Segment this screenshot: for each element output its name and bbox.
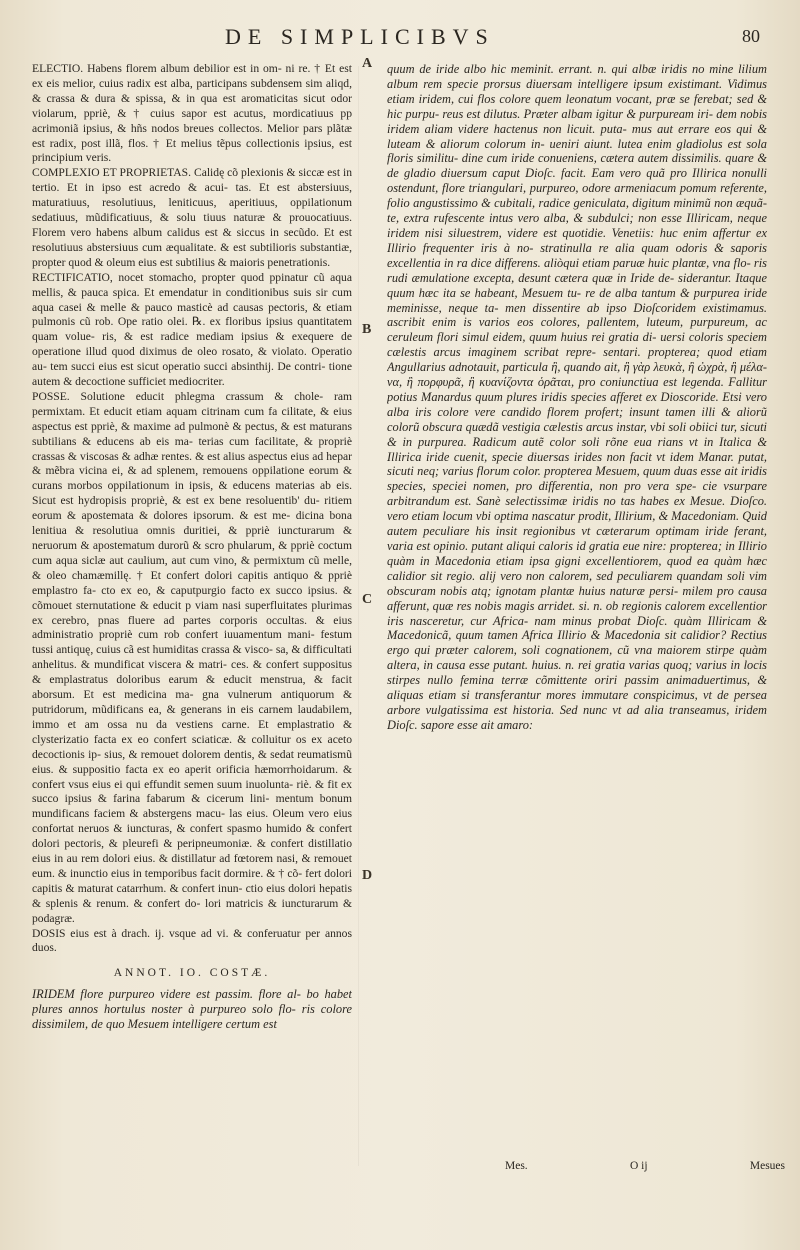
signature-mark: O ij	[629, 1160, 648, 1172]
section-posse: POSSE. Solutione educit phlegma crassum & chole- ram permixtam. Et educit etiam aquam citrinam cum fa cilitate, & eius aspectus est ppriè, & maxime ad pulmonè & pectus, & est maturans subtilians & educens ab eis ma- terias cum facilitate, & propriè crassas & viscosas & adhæ rentes. & est alius aspectus eius ad hepar & mẽbra vicina ei, & ad splenem, remouens oppilatione eorum & curans morbos oppilationum in ipsis, & educens materias ab eis. Sicut est hydropisis propriè, & est ex bene resoluentib' du- ritiem eorum & apostemata & dolores ipsorum. & est me- dicina bona lenitiua & resolutiua omnis duritiei, & ppriè iuncturarum & neruorum & apostematum durorũ & scro phularum, & ppriè coctum cum aqua siclæ aut caulium, aut cum vino, & permixtum cũ melle, & oleo chamæmillę. † Et confert dolori capitis antiquo & ppriè emplastro fa- cto ex eo, & caputpurgio facto ex succo ipsius. & cõmouet sternutatione & educit p viam nasi superfluitates plurimas ex cerebro, pnas fluere ad partes corporis occultas. & eius administratio propriè cum rob confert iuuamentum mani- festum tussi antiquę, cuius cã est humiditas crassa & visco- sa, & difficultati anhelitus. & mundificat viscera & matri- ces. & confert suppositus & emplastratus doloribus earum & educit menstrua, & facit aborsum. Et est medicina ma- gna vulnerum antiquorum & putridorum, mũdificans ea, & generans in eis carnem laudabilem, immo et am ossa nu da vestiens carne. Et emplastratio & clysterizatio facta ex eo confert sciaticæ. & colluitur os ex aceto decoctionis ip- sius, & remouet dolorem dentis, & sedat reumatismũ eius. & suppositio facta ex eo aperit orificia hæmorrhoidarum. & confert vsus eius ei qui effundit semen suum inuoluntа- riè. & fit ex succo ipsius & farina fabarum & cicerum lini- mentum bonum mundificans faciem & abstergens macu- las eius. Oleum vero eius confortat neruos & iuncturas, & confert spasmo humido & confert dolori pectoris, & pleurefi & peripneumoniæ. & confert distillatio eius in au rem dolori eius. & distillatur ad fœtorem nasi, & remouet eum. & inunctio eius in temporibus facit dormire. & † cõ- fert dolori capitis & maturat catarrhum. & confert inun- ctio eius dolori hepatis & splenis & renum. & confert do- lori matricis & iuncturarum & podagræ.	[32, 389, 352, 925]
running-head	[0, 24, 800, 54]
folio-number: 80	[742, 26, 760, 46]
catchword-line	[505, 1160, 785, 1172]
margin-letter-a: A	[362, 56, 373, 71]
left-column	[32, 62, 352, 1182]
margin-letter-d: D	[362, 868, 373, 883]
column-gutter	[358, 66, 359, 1166]
catchword-left: Mes.	[505, 1160, 528, 1172]
catchword-right: Mesues	[749, 1160, 785, 1172]
page-title: DE SIMPLICIBVS	[225, 24, 495, 49]
section-dosis: DOSIS eius est à drach. ij. vsque ad vi. & conferuatur per annos duos.	[32, 926, 352, 955]
section-rectificatio: RECTIFICATIO, nocet stomacho, propter quod ppinatur cũ aqua mellis, & pauca spica. Et emendatur in conditionibus suis sir cum aqua casei & melle & pauco masticè ad causas pectoris, & etiam pulmonis cũ rob. Ope ratio olei. ℞. ex floribus ipsius quantitatem quam volue- ris, & est radice mediam ipsius & exequere de operatione illud quod diximus de oleo rosato, & violato. Operatio au- tem succi eius est sicut operatio succi absinthij. De contri- tione autem & decoctione sufficiet mediocriter.	[32, 270, 352, 389]
annotation-continuation: quum de iride albo hic meminit. errant. n. qui albæ iridis no mine lilium album rem specie prorsus diuersam intelligere ipsum existimant. Vidimus etiam iridem, cui flos colore quem leonatum vocant, præ se ferebat; sed & hic purpu- reus est dilutus. Præter albam igitur & purpuream iri- dem nobis iridem aliam videre hactenus non licuit. puta- mus aut errare eos qui & luteam & aliorum colorum in- ueniri aiunt. lutea enim gladiolus est sola floris similitu- dine cum iride conueniens, cætera autem dissimilis. quare & de gladio diuersum caput Dioſc. facit. Eam vero quã pro Illirica nonulli ostendunt, flore triangulari, purpureo, odore armeniacum pomum referente, folio angustissimo & cubitali, radice geniculata, digitum minimũ non æquã- te, extra rufescente intus vero alba, & subdulci; non esse Illiricam, neque iridem nisi siluestrem, videre est quotidie. Venetiis: huc enim affertur ex Illirio frequenter iris à no- stratinulla re alia quam odoris & saporis excellentia in ra dice differens. aliòqui etiam paruæ huic plantæ, vna flo- ris rudi æmulatione excepta, desunt cætera quæ in Iride de- siderantur. Itaque quum hæc ita se habeant, Mesuem tu- re de alba tantum & purpurea iride meminisse, neque ta- men dissentire ab ipso Dioſcoridem existimamus. ascribit enim is varios eos colores, pallentem, luteum, purpureum, ac ceruleum flori simul eidem, quum huius rei gratia di- uersi coloris speciem cælestis arcus imaginem scribat repre- sentari. propterea; quod etiam Angullarius adnotauit, particula ἢ, quando ait, ἢ γὰρ λευκὰ, ἢ ὠχρὰ, ἢ μέλα- να, ἢ πορφυρᾶ, ἢ κυανίζοντα ὁρᾶται, pro coniunctiua est legenda. Fallitur potius Manardus quum plures iridis species afferet ex Dioscoride. Etsi vero alba iris colore vere candido florem profert; insunt tamen illi & aliorũ colorũ obscura quædã vestigia cælestis arcus instar, vbi soli obiici tur, sicuti & in purpurea. Radicum autẽ color soli rõne eua rians vt in Italica & Illirica iride cuenit, specie diuersas irides non facit vt idem Manar. putat, sicuti neq; varius florum color. propterea Mesuem, quum duas esse ait iridis species, speciei nomen, pro differentia, non pro vera spe- cie vsurpare arbitrandum est. Sanè selectissimæ iridis no tas habes ex Mesue. Dioſco. vero etiam locum vbi optima nascatur prodit, Illirium, & Macedoniam. Quid autem peculiare his insit regionibus vt cæterarum optimam iride ferant, varia est opinio. putant aliqui caloris id gratia eue nire: propterea; in Illirio quàm in Macedonia etiam ipsa gigni excellentiorem, quod ea quàm hæc calidior sit regio. alij vero non calorem, sed peculiarem quandam soli vim obscuram nobis atq; ignotam plantæ huius naturæ persi- milem pro causa afferunt, quæ res nobis magis arridet. si. n. ob regionis calorem excellentior iris nasceretur, cur Africa- nam minus probat Dioſc. quàm Illiricam & Macedonicã, quum tamen Africa Illirio & Macedonia sit calidior? Rectius ergo qui præter calorem, soli cognationem, cũ vna maiorem stirpe quàm altera, in causa esse putant. huius. n. rei gratia varias quoq; varius in locis stirpes nullo femina terræ cõmittente oriri passim animaduertimus, & aliquas etiam si transferantur mores immutare conspicimus, vt de persea arbore vulgatissima est historia. Sed nunc vt ad alia transeamus, iridem Dioſc. sapore esse ait amaro:	[387, 62, 767, 732]
annotation-heading: ANNOT. IO. COSTÆ.	[113, 967, 271, 980]
section-complexio: COMPLEXIO ET PROPRIETAS. Calidę cõ plexionis & siccæ est in tertio. Et in ipso est acredo & acui- tas. Et est abstersiuus, maturatiuus, resolutiuus, leniticuus, aperitiuus, oppilationum sedatiuus, mũdificatiuus, & solu tiuus naturæ & prouocatiuus. Florem vero habens album calidus est & siccus in secũdo. Et est resolutiuus abstersiuus cum æqualitate. & est subtilioris substantiæ, propter quod & oleum eius est subtilius & maioris penetrationis.	[32, 166, 352, 269]
margin-letter-c: C	[362, 592, 373, 607]
margin-letter-b: B	[362, 322, 372, 337]
right-column	[387, 62, 767, 1202]
annotation-text: IRIDEM flore purpureo videre est passim. flore al- bo habet plures annos hortulus noster à purpureo solo flo- ris colore dissimilem, de quo Mesuem intelligere certum est	[32, 987, 352, 1032]
section-electio: ELECTIO. Habens florem album debilior est in om- ni re. † Et est ex eis melior, cuius radix est alba, participans subdensem sim aliqd, & crassa & dura & spissa, & in qua est aromaticitas sicut odor violarum, ppriè, & † cuius sapor est acutus, mordicatiuus pp acrimoniã ipsius, & hñs nodos breues collectos. Melior pars plãtæ est radix, post illã, flos. † Et melius tẽpus collectionis ipsius, est principium veris.	[32, 62, 352, 165]
